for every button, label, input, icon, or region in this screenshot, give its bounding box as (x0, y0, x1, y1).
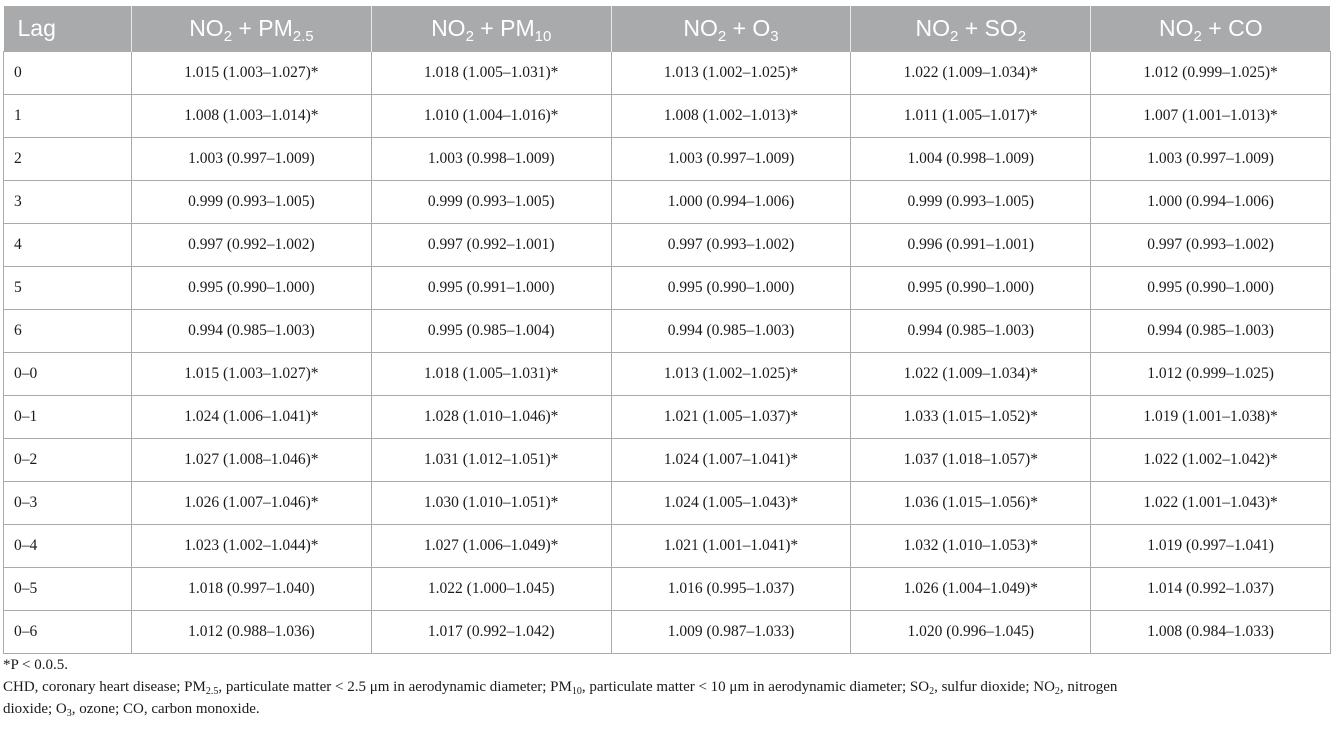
header-col-2-op: + (473, 15, 501, 41)
note-text: , nitrogen (1059, 679, 1118, 695)
table-row (4, 525, 1331, 568)
header-col-5 (1091, 6, 1331, 52)
value-cell: 1.021 (1.005–1.037)* (611, 396, 851, 439)
value-cell: 1.008 (0.984–1.033) (1091, 611, 1331, 654)
value-cell: 1.036 (1.015–1.056)* (851, 482, 1091, 525)
value-cell: 1.019 (1.001–1.038)* (1091, 396, 1331, 439)
value-cell: 1.012 (0.999–1.025) (1091, 353, 1331, 396)
value-cell: 0.999 (0.993–1.005) (371, 181, 611, 224)
abbreviations-note-continued (3, 698, 1330, 720)
value-cell: 1.018 (1.005–1.031)* (371, 353, 611, 396)
value-cell: 0.995 (0.990–1.000) (851, 267, 1091, 310)
table-row (4, 310, 1331, 353)
header-col-4-b: SO (984, 15, 1018, 41)
lag-cell: 2 (4, 138, 132, 181)
significance-note: *P < 0.0.5. (3, 657, 68, 673)
value-cell: 0.997 (0.993–1.002) (1091, 224, 1331, 267)
header-col-3-b: O (752, 15, 771, 41)
note-subscript: 3 (66, 708, 72, 719)
note-subscript: 2.5 (205, 686, 219, 697)
note-text: , particulate matter < 2.5 μm in aerodynamic diameter; PM (218, 679, 572, 695)
table-row (4, 138, 1331, 181)
value-cell: 0.994 (0.985–1.003) (132, 310, 372, 353)
value-cell: 1.000 (0.994–1.006) (611, 181, 851, 224)
lag-cell: 1 (4, 95, 132, 138)
value-cell: 1.024 (1.006–1.041)* (132, 396, 372, 439)
value-cell: 0.995 (0.990–1.000) (1091, 267, 1331, 310)
value-cell: 0.997 (0.992–1.002) (132, 224, 372, 267)
table-row (4, 568, 1331, 611)
value-cell: 1.003 (0.997–1.009) (132, 138, 372, 181)
header-col-4-op: + (958, 15, 985, 41)
value-cell: 0.995 (0.985–1.004) (371, 310, 611, 353)
lag-cell: 0–2 (4, 439, 132, 482)
header-col-5-a_sub: 2 (1193, 28, 1202, 45)
value-cell: 1.019 (0.997–1.041) (1091, 525, 1331, 568)
value-cell: 1.024 (1.005–1.043)* (611, 482, 851, 525)
header-col-2-a_sub: 2 (465, 28, 474, 45)
value-cell: 0.994 (0.985–1.003) (851, 310, 1091, 353)
header-col-2-b_sub: 10 (534, 28, 552, 45)
lag-cell: 0–6 (4, 611, 132, 654)
abbreviations-note (3, 676, 1330, 698)
value-cell: 1.032 (1.010–1.053)* (851, 525, 1091, 568)
note-subscript: 10 (571, 686, 582, 697)
value-cell: 1.009 (0.987–1.033) (611, 611, 851, 654)
note-subscript: 2 (1054, 686, 1060, 697)
value-cell: 1.037 (1.018–1.057)* (851, 439, 1091, 482)
lag-cell: 0–1 (4, 396, 132, 439)
table-row (4, 396, 1331, 439)
note-text: , sulfur dioxide; NO (934, 679, 1055, 695)
table-row (4, 439, 1331, 482)
header-col-5-op: + (1201, 15, 1229, 41)
lag-cell: 0 (4, 52, 132, 95)
value-cell: 1.004 (0.998–1.009) (851, 138, 1091, 181)
value-cell: 1.012 (0.988–1.036) (132, 611, 372, 654)
lag-cell: 0–5 (4, 568, 132, 611)
value-cell: 1.015 (1.003–1.027)* (132, 52, 372, 95)
value-cell: 1.030 (1.010–1.051)* (371, 482, 611, 525)
table-row (4, 611, 1331, 654)
note-text: , particulate matter < 10 μm in aerodynamic diameter; SO (581, 679, 930, 695)
value-cell: 0.997 (0.992–1.001) (371, 224, 611, 267)
note-text: CHD, coronary heart disease; PM (3, 679, 206, 695)
lag-cell: 4 (4, 224, 132, 267)
table-row (4, 181, 1331, 224)
header-row (4, 6, 1331, 52)
value-cell: 1.000 (0.994–1.006) (1091, 181, 1331, 224)
header-col-1-a_sub: 2 (223, 28, 233, 45)
table-footnotes (3, 654, 1330, 720)
value-cell: 1.011 (1.005–1.017)* (851, 95, 1091, 138)
value-cell: 0.995 (0.990–1.000) (611, 267, 851, 310)
value-cell: 1.014 (0.992–1.037) (1091, 568, 1331, 611)
note-subscript: 2 (929, 686, 935, 697)
value-cell: 1.016 (0.995–1.037) (611, 568, 851, 611)
table-body (4, 52, 1331, 654)
value-cell: 1.031 (1.012–1.051)* (371, 439, 611, 482)
header-col-3-op: + (726, 15, 753, 41)
value-cell: 0.995 (0.991–1.000) (371, 267, 611, 310)
results-table (3, 6, 1331, 654)
value-cell: 1.027 (1.008–1.046)* (132, 439, 372, 482)
value-cell: 1.026 (1.007–1.046)* (132, 482, 372, 525)
header-col-1-b: PM (258, 15, 293, 41)
value-cell: 1.013 (1.002–1.025)* (611, 353, 851, 396)
value-cell: 1.022 (1.009–1.034)* (851, 353, 1091, 396)
value-cell: 1.015 (1.003–1.027)* (132, 353, 372, 396)
lag-cell: 0–4 (4, 525, 132, 568)
value-cell: 1.026 (1.004–1.049)* (851, 568, 1091, 611)
table-row (4, 482, 1331, 525)
table-row (4, 95, 1331, 138)
value-cell: 1.003 (0.997–1.009) (1091, 138, 1331, 181)
header-col-1-b_sub: 2.5 (292, 28, 314, 45)
header-col-2-a: NO (431, 15, 466, 41)
note-text: dioxide; O (3, 701, 67, 717)
value-cell: 1.023 (1.002–1.044)* (132, 525, 372, 568)
table-container (3, 6, 1330, 654)
value-cell: 1.008 (1.002–1.013)* (611, 95, 851, 138)
value-cell: 0.995 (0.990–1.000) (132, 267, 372, 310)
header-col-3-b_sub: 3 (770, 28, 779, 45)
note-text: , ozone; CO, carbon monoxide. (71, 701, 260, 717)
value-cell: 1.022 (1.009–1.034)* (851, 52, 1091, 95)
lag-cell: 0–0 (4, 353, 132, 396)
value-cell: 1.022 (1.002–1.042)* (1091, 439, 1331, 482)
value-cell: 1.018 (1.005–1.031)* (371, 52, 611, 95)
header-col-1-a: NO (189, 15, 224, 41)
lag-cell: 5 (4, 267, 132, 310)
value-cell: 1.020 (0.996–1.045) (851, 611, 1091, 654)
value-cell: 1.013 (1.002–1.025)* (611, 52, 851, 95)
value-cell: 1.007 (1.001–1.013)* (1091, 95, 1331, 138)
header-col-4 (851, 6, 1091, 52)
lag-cell: 6 (4, 310, 132, 353)
header-col-3-a_sub: 2 (717, 28, 727, 45)
value-cell: 1.008 (1.003–1.014)* (132, 95, 372, 138)
header-col-2-b: PM (500, 15, 535, 41)
value-cell: 1.028 (1.010–1.046)* (371, 396, 611, 439)
header-col-5-b: CO (1228, 15, 1263, 41)
value-cell: 1.017 (0.992–1.042) (371, 611, 611, 654)
value-cell: 0.994 (0.985–1.003) (611, 310, 851, 353)
value-cell: 1.012 (0.999–1.025)* (1091, 52, 1331, 95)
value-cell: 0.999 (0.993–1.005) (132, 181, 372, 224)
value-cell: 0.994 (0.985–1.003) (1091, 310, 1331, 353)
header-col-5-a: NO (1159, 15, 1194, 41)
value-cell: 1.024 (1.007–1.041)* (611, 439, 851, 482)
header-col-3 (611, 6, 851, 52)
value-cell: 0.999 (0.993–1.005) (851, 181, 1091, 224)
value-cell: 1.021 (1.001–1.041)* (611, 525, 851, 568)
lag-cell: 3 (4, 181, 132, 224)
value-cell: 1.027 (1.006–1.049)* (371, 525, 611, 568)
value-cell: 0.997 (0.993–1.002) (611, 224, 851, 267)
table-row (4, 52, 1331, 95)
value-cell: 0.996 (0.991–1.001) (851, 224, 1091, 267)
value-cell: 1.010 (1.004–1.016)* (371, 95, 611, 138)
value-cell: 1.018 (0.997–1.040) (132, 568, 372, 611)
header-col-4-b_sub: 2 (1017, 28, 1027, 45)
value-cell: 1.022 (1.000–1.045) (371, 568, 611, 611)
header-lag: Lag (4, 6, 132, 52)
header-col-1-op: + (232, 15, 259, 41)
header-col-4-a_sub: 2 (949, 28, 959, 45)
value-cell: 1.033 (1.015–1.052)* (851, 396, 1091, 439)
table-row (4, 267, 1331, 310)
header-col-1 (132, 6, 372, 52)
value-cell: 1.003 (0.997–1.009) (611, 138, 851, 181)
lag-cell: 0–3 (4, 482, 132, 525)
table-row (4, 224, 1331, 267)
header-col-3-a: NO (683, 15, 718, 41)
table-row (4, 353, 1331, 396)
header-col-2 (371, 6, 611, 52)
value-cell: 1.022 (1.001–1.043)* (1091, 482, 1331, 525)
header-col-4-a: NO (915, 15, 950, 41)
value-cell: 1.003 (0.998–1.009) (371, 138, 611, 181)
